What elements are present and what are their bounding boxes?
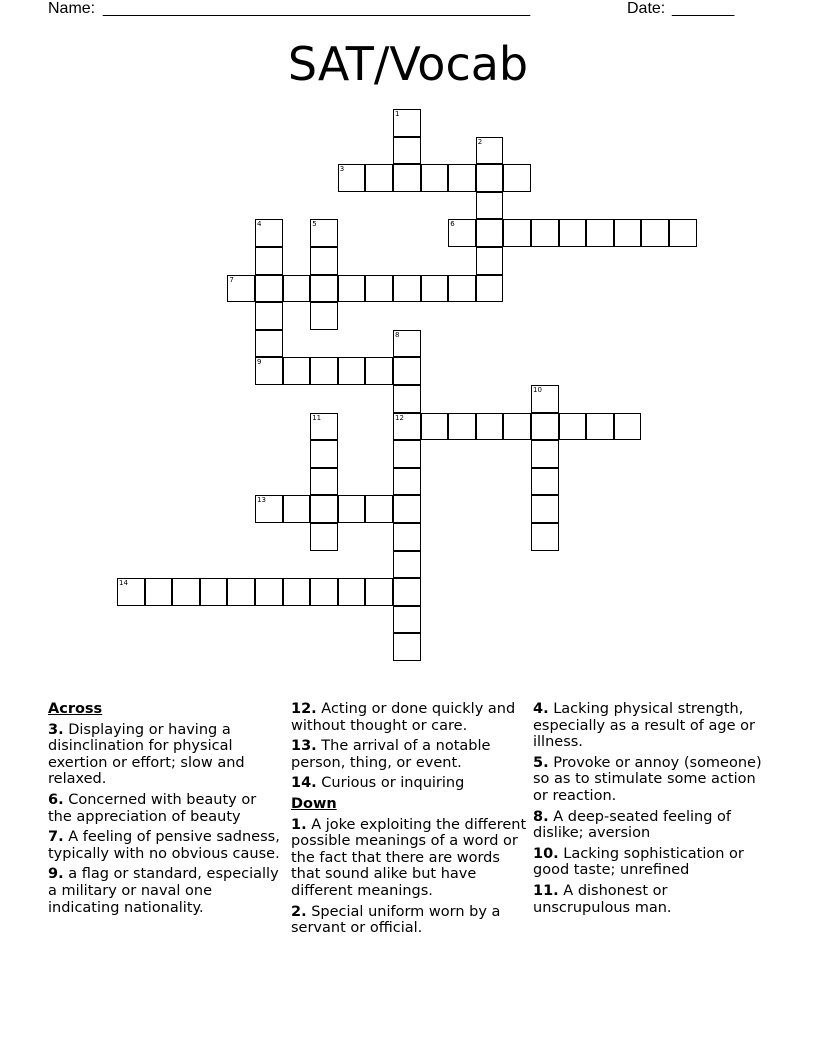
crossword-grid xyxy=(117,109,699,637)
grid-cell[interactable] xyxy=(255,495,283,523)
grid-cell[interactable] xyxy=(393,357,421,385)
clue-column-3 xyxy=(533,701,769,920)
grid-cell[interactable] xyxy=(227,578,255,606)
grid-cell[interactable] xyxy=(531,385,559,413)
grid-cell[interactable] xyxy=(476,413,504,441)
grid-cell[interactable] xyxy=(393,606,421,634)
cell-number: 6 xyxy=(450,220,455,229)
clue-text: a flag or standard, especially a military or naval one indicating nationality. xyxy=(48,866,279,916)
grid-cell[interactable] xyxy=(421,413,449,441)
date-field-line: _______ xyxy=(672,0,735,17)
grid-cell[interactable] xyxy=(255,357,283,385)
grid-cell[interactable] xyxy=(503,164,531,192)
grid-cell[interactable] xyxy=(365,275,393,303)
grid-cell[interactable] xyxy=(365,578,393,606)
grid-cell[interactable] xyxy=(421,164,449,192)
clue-number: 5. xyxy=(533,754,549,771)
grid-cell[interactable] xyxy=(393,633,421,661)
clue-number: 4. xyxy=(533,701,549,717)
across-clue xyxy=(48,792,280,825)
grid-cell[interactable] xyxy=(227,275,255,303)
header-row xyxy=(0,0,816,20)
grid-cell[interactable] xyxy=(393,440,421,468)
down-heading: Down xyxy=(291,795,337,812)
cell-number: 5 xyxy=(312,220,317,229)
grid-cell[interactable] xyxy=(145,578,173,606)
grid-cell[interactable] xyxy=(393,578,421,606)
grid-cell[interactable] xyxy=(338,164,366,192)
cell-number: 12 xyxy=(395,413,404,422)
grid-cell[interactable] xyxy=(559,219,587,247)
grid-cell[interactable] xyxy=(283,357,311,385)
across-clue xyxy=(291,775,527,792)
cell-number: 10 xyxy=(533,386,542,394)
grid-cell[interactable] xyxy=(559,413,587,441)
grid-cell[interactable] xyxy=(283,578,311,606)
clue-number: 12. xyxy=(291,701,317,717)
grid-cell[interactable] xyxy=(338,578,366,606)
clue-text: Special uniform worn by a servant or official. xyxy=(291,903,501,937)
grid-cell[interactable] xyxy=(393,495,421,523)
clue-text: Lacking physical strength, especially as a result of age or illness. xyxy=(533,701,755,751)
grid-cell[interactable] xyxy=(531,440,559,468)
clue-number: 3. xyxy=(48,721,64,738)
grid-cell[interactable] xyxy=(586,413,614,441)
across-clue xyxy=(291,701,527,734)
clue-number: 6. xyxy=(48,791,64,808)
grid-cell[interactable] xyxy=(310,219,338,247)
cell-number: 11 xyxy=(312,413,322,422)
grid-cell[interactable] xyxy=(448,219,476,247)
cell-number: 2 xyxy=(477,137,483,146)
clue-text: The arrival of a notable person, thing, or event. xyxy=(291,738,491,771)
grid-cell[interactable] xyxy=(283,275,311,303)
grid-cell[interactable] xyxy=(310,523,338,551)
clue-number: 14. xyxy=(291,775,317,792)
grid-cell[interactable] xyxy=(476,192,504,220)
clue-text: A dishonest or unscrupulous man. xyxy=(533,882,672,916)
grid-cell[interactable] xyxy=(476,247,504,275)
grid-cell[interactable] xyxy=(503,219,531,247)
page-title: SAT/Vocab xyxy=(287,37,529,91)
grid-cell[interactable] xyxy=(393,468,421,496)
grid-cell[interactable] xyxy=(448,413,476,441)
clue-text: Provoke or annoy (someone) so as to stimulate some action or reaction. xyxy=(533,754,762,804)
grid-cell[interactable] xyxy=(255,330,283,358)
grid-cell[interactable] xyxy=(614,219,642,247)
grid-cell[interactable] xyxy=(669,219,697,247)
grid-cell[interactable] xyxy=(531,219,559,247)
cell-number: 3 xyxy=(339,165,345,174)
clue-number: 1. xyxy=(291,816,307,833)
clue-number: 8. xyxy=(533,808,549,825)
across-clue xyxy=(48,829,280,862)
grid-cell[interactable] xyxy=(614,413,642,441)
clue-text: A feeling of pensive sadness, typically with no obvious cause. xyxy=(48,829,280,862)
grid-cell[interactable] xyxy=(365,357,393,385)
grid-cell[interactable] xyxy=(310,468,338,496)
down-clue xyxy=(291,904,527,937)
grid-cell[interactable] xyxy=(531,523,559,551)
grid-cell[interactable] xyxy=(310,357,338,385)
grid-cell[interactable] xyxy=(393,385,421,413)
grid-cell[interactable] xyxy=(448,164,476,192)
cell-number: 4 xyxy=(257,220,262,229)
clue-text: Acting or done quickly and without thought or care. xyxy=(291,701,516,734)
grid-cell[interactable] xyxy=(255,302,283,330)
clue-number: 9. xyxy=(48,866,64,883)
grid-cell[interactable] xyxy=(310,247,338,275)
grid-cell[interactable] xyxy=(393,551,421,579)
grid-cell[interactable] xyxy=(448,275,476,303)
grid-cell[interactable] xyxy=(641,219,669,247)
clue-number: 2. xyxy=(291,903,307,920)
grid-cell[interactable] xyxy=(255,219,283,247)
across-clue xyxy=(48,866,280,916)
cell-number: 13 xyxy=(257,496,266,505)
grid-cell[interactable] xyxy=(476,137,504,165)
down-clue xyxy=(533,755,769,805)
grid-cell[interactable] xyxy=(393,523,421,551)
grid-cell[interactable] xyxy=(476,164,504,192)
name-field-line: ________________________________________________ xyxy=(103,0,531,17)
grid-cell[interactable] xyxy=(393,137,421,165)
grid-cell[interactable] xyxy=(255,578,283,606)
grid-cell[interactable] xyxy=(421,275,449,303)
clue-column-2 xyxy=(291,701,527,941)
clue-number: 11. xyxy=(533,882,559,899)
cell-number: 8 xyxy=(395,330,400,339)
grid-cell[interactable] xyxy=(310,413,338,441)
grid-cell[interactable] xyxy=(531,495,559,523)
grid-cell[interactable] xyxy=(310,495,338,523)
grid-cell[interactable] xyxy=(200,578,228,606)
grid-cell[interactable] xyxy=(586,219,614,247)
grid-cell[interactable] xyxy=(393,109,421,137)
grid-cell[interactable] xyxy=(283,495,311,523)
grid-cell[interactable] xyxy=(531,468,559,496)
grid-cell[interactable] xyxy=(255,275,283,303)
clue-number: 13. xyxy=(291,738,317,755)
down-clue xyxy=(291,817,527,900)
date-label: Date: xyxy=(627,0,666,17)
grid-cell[interactable] xyxy=(172,578,200,606)
grid-cell[interactable] xyxy=(393,413,421,441)
grid-cell[interactable] xyxy=(365,164,393,192)
cell-number: 7 xyxy=(229,275,234,284)
grid-cell[interactable] xyxy=(310,440,338,468)
clue-text: Lacking sophistication or good taste; unrefined xyxy=(533,845,744,879)
down-clue xyxy=(533,701,769,751)
clue-number: 10. xyxy=(533,845,559,862)
clue-column-1 xyxy=(48,701,280,920)
grid-cell[interactable] xyxy=(255,247,283,275)
across-heading: Across xyxy=(48,701,103,717)
clue-text: Concerned with beauty or the appreciation of beauty xyxy=(48,791,257,825)
grid-cell[interactable] xyxy=(393,275,421,303)
grid-cell[interactable] xyxy=(310,578,338,606)
grid-cell[interactable] xyxy=(531,413,559,441)
down-clue xyxy=(533,809,769,842)
grid-cell[interactable] xyxy=(393,164,421,192)
grid-cell[interactable] xyxy=(338,275,366,303)
clue-text: Displaying or having a disinclination for physical exertion or effort; slow and relaxed. xyxy=(48,721,245,788)
grid-cell[interactable] xyxy=(476,219,504,247)
across-clue xyxy=(291,738,527,771)
grid-cell[interactable] xyxy=(503,413,531,441)
grid-cell[interactable] xyxy=(310,275,338,303)
cell-number: 14 xyxy=(119,579,128,588)
grid-cell[interactable] xyxy=(117,578,145,606)
clue-number: 7. xyxy=(48,829,64,846)
name-label: Name: xyxy=(48,0,96,17)
grid-cell[interactable] xyxy=(310,302,338,330)
grid-cell[interactable] xyxy=(338,495,366,523)
across-clue xyxy=(48,722,280,788)
cell-number: 1 xyxy=(395,110,400,118)
grid-cell[interactable] xyxy=(393,330,421,358)
down-clue xyxy=(533,883,769,916)
grid-cell[interactable] xyxy=(338,357,366,385)
clue-text: Curious or inquiring xyxy=(321,775,465,792)
grid-cell[interactable] xyxy=(365,495,393,523)
clue-text: A joke exploiting the different possible meanings of a word or the fact that there are words that sound alike but have different meanings. xyxy=(291,816,527,899)
down-clue xyxy=(533,846,769,879)
cell-number: 9 xyxy=(257,358,262,367)
clue-text: A deep-seated feeling of dislike; aversion xyxy=(533,808,731,842)
grid-cell[interactable] xyxy=(476,275,504,303)
